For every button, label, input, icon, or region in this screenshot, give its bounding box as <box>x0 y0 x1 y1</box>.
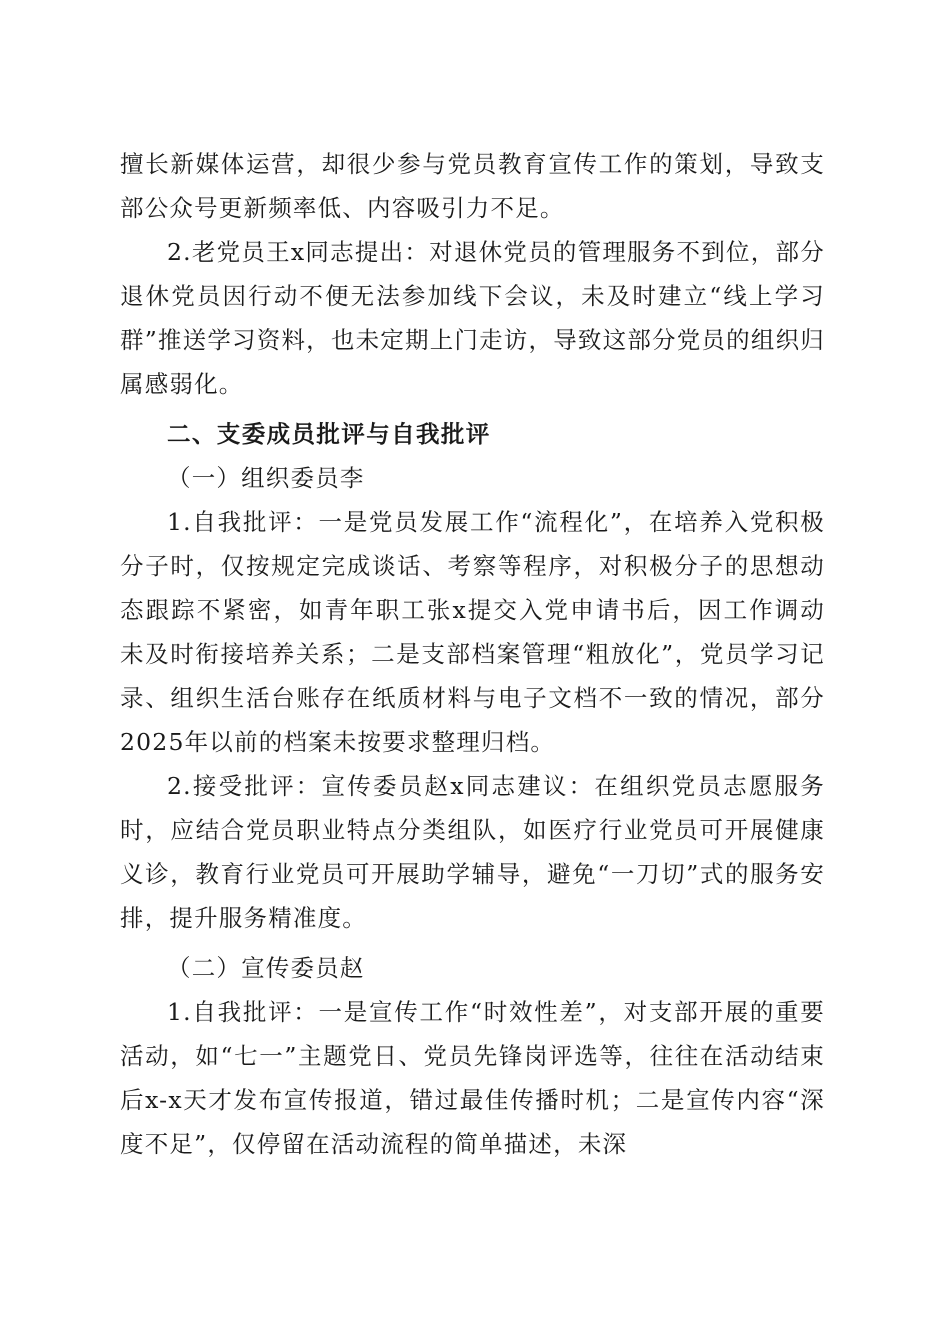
paragraph-continuation: 擅长新媒体运营，却很少参与党员教育宣传工作的策划，导致支部公众号更新频率低、内容吸引力不足。 <box>120 150 825 222</box>
section-heading: 二、支委成员批评与自我批评 <box>167 420 491 448</box>
paragraph-retired-members: 2.老党员王x同志提出：对退休党员的管理服务不到位，部分退休党员因行动不便无法参加线下会议，未及时建立“线上学习群”推送学习资料，也未定期上门走访，导致这部分党员的组织归属感弱化。 <box>120 238 825 398</box>
paragraph-self-criticism-li: 1.自我批评：一是党员发展工作“流程化”，在培养入党积极分子时，仅按规定完成谈话、考察等程序，对积极分子的思想动态跟踪不紧密，如青年职工张x提交入党申请书后，因工作调动未及时衔接培养关系；二是支部档案管理“粗放化”，党员学习记录、组织生活台账存在纸质材料与电子文档不一致的情况，部分2025年以前的档案未按要求整理归档。 <box>120 508 825 756</box>
document-body <box>120 142 825 1166</box>
paragraph-self-criticism-zhao: 1.自我批评：一是宣传工作“时效性差”，对支部开展的重要活动，如“七一”主题党日、党员先锋岗评选等，往往在活动结束后x-x天才发布宣传报道，错过最佳传播时机；二是宣传内容“深度不足”，仅停留在活动流程的简单描述，未深 <box>120 998 825 1158</box>
paragraph-accept-criticism-li: 2.接受批评：宣传委员赵x同志建议：在组织党员志愿服务时，应结合党员职业特点分类组队，如医疗行业党员可开展健康义诊，教育行业党员可开展助学辅导，避免“一刀切”式的服务安排，提升服务精准度。 <box>120 772 825 932</box>
subsection-heading-publicity: （二）宣传委员赵 <box>167 954 365 982</box>
subsection-heading-organization: （一）组织委员李 <box>167 464 365 492</box>
